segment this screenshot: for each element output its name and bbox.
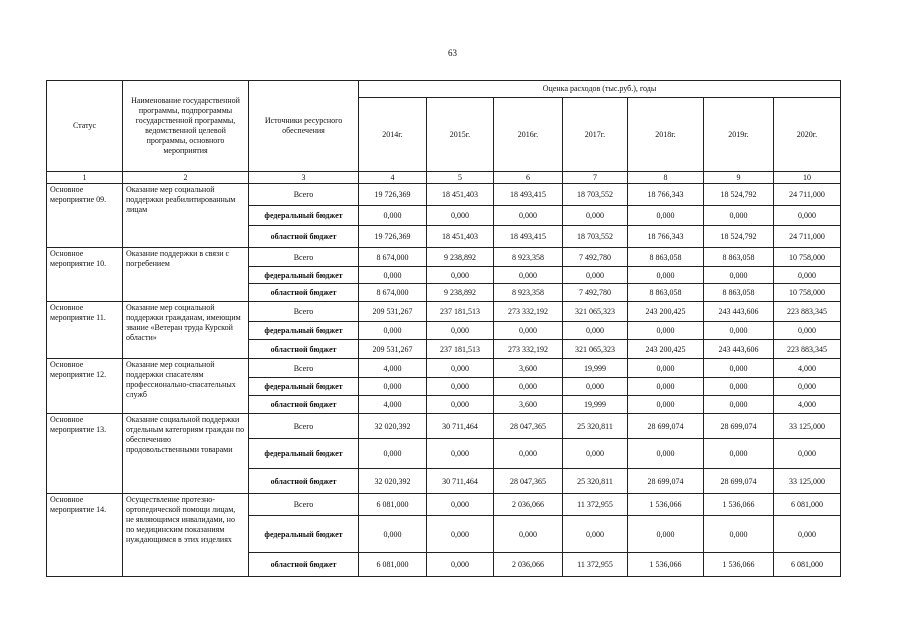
value-cell: 0,000 [427,206,494,226]
header-sources: Источники ресурсного обеспечения [249,81,359,172]
funding-source: Всего [249,302,359,322]
funding-source: Всего [249,494,359,516]
value-cell: 0,000 [494,267,563,284]
value-cell: 0,000 [494,206,563,226]
funding-source: федеральный бюджет [249,516,359,553]
value-cell: 8 923,358 [494,248,563,267]
value-cell: 25 320,811 [563,414,628,439]
value-cell: 223 883,345 [774,340,841,359]
funding-source: федеральный бюджет [249,378,359,396]
value-cell: 0,000 [563,206,628,226]
row-name: Осуществление протезно-ортопедической помощи лицам, не являющимся инвалидами, но по медицинским показаниям нуждающимся в этих изделиях [123,494,249,577]
row-status: Основное мероприятие 13. [47,414,123,494]
value-cell: 0,000 [704,516,774,553]
value-cell: 243 200,425 [628,340,704,359]
value-cell: 0,000 [628,378,704,396]
value-cell: 24 711,000 [774,184,841,206]
value-cell: 8 923,358 [494,284,563,302]
value-cell: 0,000 [774,439,841,469]
funding-source: федеральный бюджет [249,267,359,284]
value-cell: 0,000 [704,267,774,284]
value-cell: 0,000 [427,267,494,284]
value-cell: 0,000 [427,494,494,516]
value-cell: 9 238,892 [427,248,494,267]
value-cell: 0,000 [427,516,494,553]
value-cell: 0,000 [359,378,427,396]
value-cell: 0,000 [494,516,563,553]
value-cell: 4,000 [359,359,427,378]
value-cell: 1 536,066 [628,553,704,577]
row-name: Оказание мер социальной поддержки спасателям профессионально-спасательных служб [123,359,249,414]
funding-source: федеральный бюджет [249,206,359,226]
table-body [47,184,841,577]
column-index: 8 [628,172,704,184]
value-cell: 1 536,066 [704,553,774,577]
header-name: Наименование государственной программы, подпрограммы государственной программы, ведомственной целевой программы, основного мероприятия [123,81,249,172]
header-status: Статус [47,81,123,172]
value-cell: 24 711,000 [774,226,841,248]
value-cell: 0,000 [628,439,704,469]
funding-source: областной бюджет [249,226,359,248]
value-cell: 0,000 [427,359,494,378]
value-cell: 0,000 [427,322,494,340]
value-cell: 3,600 [494,359,563,378]
value-cell: 0,000 [704,359,774,378]
value-cell: 273 332,192 [494,302,563,322]
value-cell: 321 065,323 [563,340,628,359]
value-cell: 0,000 [494,378,563,396]
funding-source: Всего [249,184,359,206]
value-cell: 18 451,403 [427,184,494,206]
resource-table [46,80,841,577]
value-cell: 7 492,780 [563,284,628,302]
column-index: 9 [704,172,774,184]
value-cell: 0,000 [494,322,563,340]
value-cell: 0,000 [628,359,704,378]
header-year: 2019г. [704,97,774,171]
value-cell: 28 047,365 [494,414,563,439]
value-cell: 0,000 [494,439,563,469]
value-cell: 4,000 [774,396,841,414]
header-year: 2018г. [628,97,704,171]
page-number: 63 [448,48,457,58]
value-cell: 243 443,606 [704,340,774,359]
row-status: Основное мероприятие 10. [47,248,123,302]
row-status: Основное мероприятие 09. [47,184,123,248]
value-cell: 0,000 [628,396,704,414]
value-cell: 0,000 [628,206,704,226]
value-cell: 0,000 [704,378,774,396]
value-cell: 18 493,415 [494,184,563,206]
value-cell: 8 863,058 [628,248,704,267]
row-status: Основное мероприятие 14. [47,494,123,577]
value-cell: 6 081,000 [359,494,427,516]
row-status: Основное мероприятие 12. [47,359,123,414]
value-cell: 0,000 [774,322,841,340]
value-cell: 18 524,792 [704,184,774,206]
table-row [47,184,841,206]
value-cell: 30 711,464 [427,414,494,439]
column-index: 6 [494,172,563,184]
value-cell: 28 699,074 [704,414,774,439]
value-cell: 8 674,000 [359,248,427,267]
funding-source: федеральный бюджет [249,322,359,340]
value-cell: 209 531,267 [359,302,427,322]
value-cell: 0,000 [704,396,774,414]
row-name: Оказание мер социальной поддержки реабилитированным лицам [123,184,249,248]
value-cell: 19 726,369 [359,226,427,248]
value-cell: 3,600 [494,396,563,414]
value-cell: 0,000 [359,439,427,469]
value-cell: 0,000 [359,267,427,284]
value-cell: 0,000 [427,378,494,396]
value-cell: 2 036,066 [494,553,563,577]
value-cell: 0,000 [563,378,628,396]
value-cell: 2 036,066 [494,494,563,516]
value-cell: 273 332,192 [494,340,563,359]
row-status: Основное мероприятие 11. [47,302,123,359]
column-index: 7 [563,172,628,184]
value-cell: 0,000 [628,267,704,284]
value-cell: 209 531,267 [359,340,427,359]
value-cell: 18 766,343 [628,184,704,206]
funding-source: Всего [249,359,359,378]
funding-source: областной бюджет [249,469,359,494]
header-year: 2020г. [774,97,841,171]
value-cell: 0,000 [774,206,841,226]
value-cell: 28 047,365 [494,469,563,494]
header-year: 2016г. [494,97,563,171]
value-cell: 18 766,343 [628,226,704,248]
value-cell: 18 493,415 [494,226,563,248]
value-cell: 0,000 [628,322,704,340]
table-row [47,248,841,267]
value-cell: 0,000 [563,267,628,284]
column-index: 4 [359,172,427,184]
value-cell: 7 492,780 [563,248,628,267]
value-cell: 1 536,066 [704,494,774,516]
value-cell: 0,000 [704,439,774,469]
value-cell: 237 181,513 [427,340,494,359]
funding-source: областной бюджет [249,284,359,302]
value-cell: 0,000 [359,516,427,553]
value-cell: 321 065,323 [563,302,628,322]
value-cell: 19,999 [563,396,628,414]
value-cell: 32 020,392 [359,414,427,439]
column-index: 3 [249,172,359,184]
value-cell: 10 758,000 [774,248,841,267]
value-cell: 0,000 [628,516,704,553]
value-cell: 0,000 [704,206,774,226]
value-cell: 0,000 [563,322,628,340]
value-cell: 18 703,552 [563,226,628,248]
value-cell: 6 081,000 [774,494,841,516]
column-index: 1 [47,172,123,184]
funding-source: областной бюджет [249,396,359,414]
value-cell: 223 883,345 [774,302,841,322]
value-cell: 25 320,811 [563,469,628,494]
funding-source: областной бюджет [249,340,359,359]
value-cell: 0,000 [704,322,774,340]
table-row [47,414,841,439]
value-cell: 19 726,369 [359,184,427,206]
value-cell: 0,000 [359,322,427,340]
value-cell: 18 524,792 [704,226,774,248]
value-cell: 30 711,464 [427,469,494,494]
value-cell: 28 699,074 [704,469,774,494]
value-cell: 19,999 [563,359,628,378]
funding-source: областной бюджет [249,553,359,577]
header-year: 2014г. [359,97,427,171]
table-row [47,494,841,516]
row-name: Оказание мер социальной поддержки гражданам, имеющим звание «Ветеран труда Курской области» [123,302,249,359]
value-cell: 0,000 [359,206,427,226]
value-cell: 18 451,403 [427,226,494,248]
value-cell: 0,000 [563,439,628,469]
column-index: 2 [123,172,249,184]
value-cell: 8 863,058 [628,284,704,302]
value-cell: 243 443,606 [704,302,774,322]
column-index: 10 [774,172,841,184]
header-year: 2015г. [427,97,494,171]
value-cell: 11 372,955 [563,553,628,577]
value-cell: 243 200,425 [628,302,704,322]
value-cell: 0,000 [563,516,628,553]
funding-source: федеральный бюджет [249,439,359,469]
value-cell: 0,000 [427,553,494,577]
column-index: 5 [427,172,494,184]
value-cell: 8 674,000 [359,284,427,302]
value-cell: 1 536,066 [628,494,704,516]
funding-source: Всего [249,248,359,267]
table-row [47,302,841,322]
row-name: Оказание социальной поддержки отдельным категориям граждан по обеспечению продовольственными товарами [123,414,249,494]
value-cell: 0,000 [774,378,841,396]
value-cell: 4,000 [359,396,427,414]
value-cell: 33 125,000 [774,469,841,494]
funding-source: Всего [249,414,359,439]
value-cell: 0,000 [427,439,494,469]
value-cell: 33 125,000 [774,414,841,439]
value-cell: 4,000 [774,359,841,378]
value-cell: 28 699,074 [628,469,704,494]
value-cell: 28 699,074 [628,414,704,439]
value-cell: 9 238,892 [427,284,494,302]
value-cell: 0,000 [774,516,841,553]
value-cell: 0,000 [774,267,841,284]
row-name: Оказание поддержки в связи с погребением [123,248,249,302]
value-cell: 32 020,392 [359,469,427,494]
value-cell: 8 863,058 [704,248,774,267]
table-row [47,359,841,378]
value-cell: 237 181,513 [427,302,494,322]
column-index-row [47,172,841,184]
header-year: 2017г. [563,97,628,171]
value-cell: 18 703,552 [563,184,628,206]
value-cell: 10 758,000 [774,284,841,302]
value-cell: 6 081,000 [359,553,427,577]
value-cell: 8 863,058 [704,284,774,302]
value-cell: 0,000 [427,396,494,414]
header-estimate: Оценка расходов (тыс.руб.), годы [359,81,841,98]
value-cell: 6 081,000 [774,553,841,577]
value-cell: 11 372,955 [563,494,628,516]
